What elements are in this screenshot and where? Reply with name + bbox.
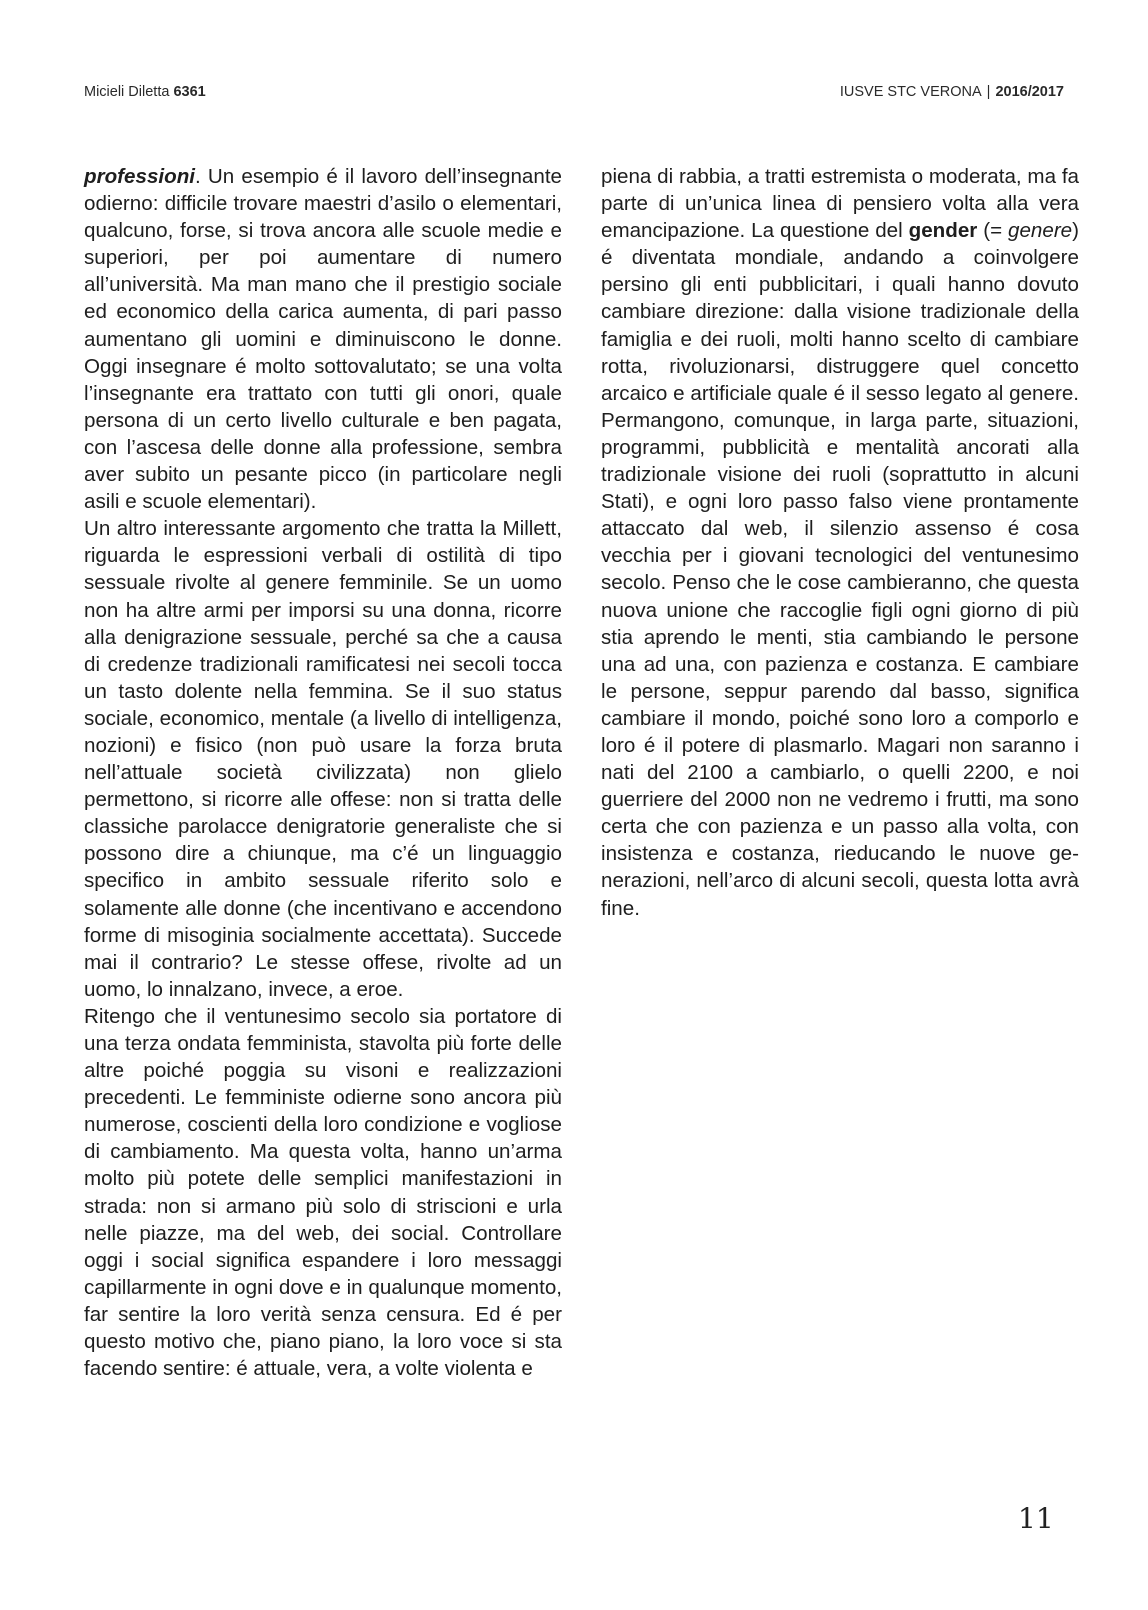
paragraph: Un altro interessante argomento che tratta la Millett, riguarda le espressioni verbali di ostilità di tipo sessuale rivolte al genere femminile. Se un uomo non ha altre armi per imporsi su una donna, ricorre alla denigrazione sessuale, perché sa che a causa di credenze tradizionali ramificatesi nei secoli tocca un tasto dolente nella femmina. Se il suo status sociale, economico, mentale (a livello di intelligenza, nozioni) e fisico (non può usare la forza bruta nell’attuale società civilizzata) non glielo permettono, si ricorre alle offese: non si tratta delle classiche parolacce denigratorie generaliste che si possono dire a chiunque, ma c’é un linguaggio specifico in ambito sessuale riferito solo e solamente alle donne (che incentivano e accendono forme di misoginia socialmente accettata). Succede mai il contrario? Le stesse offese, rivolte ad un uomo, lo innalzano, invece, a eroe. <box>84 517 562 1001</box>
paragraph: Ritengo che il ventunesimo secolo sia portatore di una terza ondata femminista, stavolta più forte delle altre poiché poggia su visoni e realizzazioni precedenti. Le femministe odierne sono ancora più numerose, coscienti della loro condizione e vogliose di cambiamento. Ma questa volta, hanno un’arma molto più potete delle semplici manifestazioni in strada: non si armano più solo di striscioni e urla nelle piazze, ma del web, dei social. Controllare oggi i social significa espandere i loro messaggi capillarmente in ogni dove e in qualunque momento, far sentire la loro verità senza censura. Ed é per questo motivo che, piano piano, la loro voce si sta facendo sentire: é attuale, vera, a volte violenta e <box>84 1004 562 1381</box>
paragraph-text: (= <box>977 219 1009 243</box>
author-name: Micieli Diletta <box>84 84 170 100</box>
bold-term: gender <box>908 219 978 243</box>
italic-term: genere <box>1008 219 1073 243</box>
institution-label <box>840 84 1064 100</box>
paragraph <box>84 163 562 515</box>
author-label <box>84 84 206 100</box>
author-id: 6361 <box>173 84 206 100</box>
institution-name: IUSVE STC VERONA <box>839 84 982 100</box>
left-column <box>84 163 562 1382</box>
paragraph-text: ) é diventata mondiale, andando a coinvolgere persino gli enti pubblicitari, i quali hanno dovuto cambiare direzione: dalla visione tradizionale della famiglia e dei ruoli, molti hanno scelto di cambiare rotta, rivoluzionarsi, distruggere quel concetto arcaico e artificiale quale é il sesso legato al genere. Permangono, comunque, in larga parte, situazioni, programmi, pubblicità e mentalità ancorati alla tradizionale visione dei ruoli (soprattutto in alcuni Stati), e ogni loro passo falso viene prontamente attaccato dal web, il silenzio assenso é cosa vecchia per i giovani tecnologici del ventunesimo secolo. Penso che le cose cambieranno, che questa nuova unione che raccoglie figli ogni giorno di più stia aprendo le menti, stia cambiando le persone una ad una, con pazienza e costanza. E cambiare le persone, seppur parendo dal basso, significa cambiare il mondo, poiché sono loro a comporlo e loro é il potere di plasmarlo. Magari non saranno i nati del 2100 a cambiarlo, o quelli 2200, e noi guerriere del 2000 non ne vedremo i frutti, ma sono certa che con pazienza e un passo alla volta, con insistenza e costanza, rieducando le nuove generazioni, nell’arco di alcuni secoli, questa lotta avrà fine. <box>601 219 1079 920</box>
header-separator: | <box>986 84 991 100</box>
paragraph-text: piena di rabbia, a tratti estremista o moderata, ma fa parte di un’unica linea di pensiero volta alla vera emancipazione. La questione del <box>601 165 1079 243</box>
paragraph-text: . Un esempio é il lavoro dell’insegnante odierno: difficile trovare maestri d’asilo o elementari, qualcuno, forse, si trova ancora alle scuole medie e superiori, per poi aumentare di numero all’università. Ma man mano che il prestigio sociale ed economico della carica aumenta, di pari passo aumentano gli uomini e diminuiscono le donne. Oggi insegnare é molto sottovalutato; se una volta l’insegnante era trattato con tutti gli onori, quale persona di un certo livello culturale e ben pagata, con l’ascesa delle donne alla professione, sembra aver subito un pesante picco (in particolare negli asili e scuole elementari). <box>84 165 562 514</box>
page-number: 11 <box>1018 1502 1054 1535</box>
page-header <box>84 84 1064 100</box>
academic-year: 2016/2017 <box>995 84 1064 100</box>
paragraph <box>601 163 1079 922</box>
right-column <box>601 163 1079 922</box>
emphasized-term: professioni <box>84 165 195 188</box>
